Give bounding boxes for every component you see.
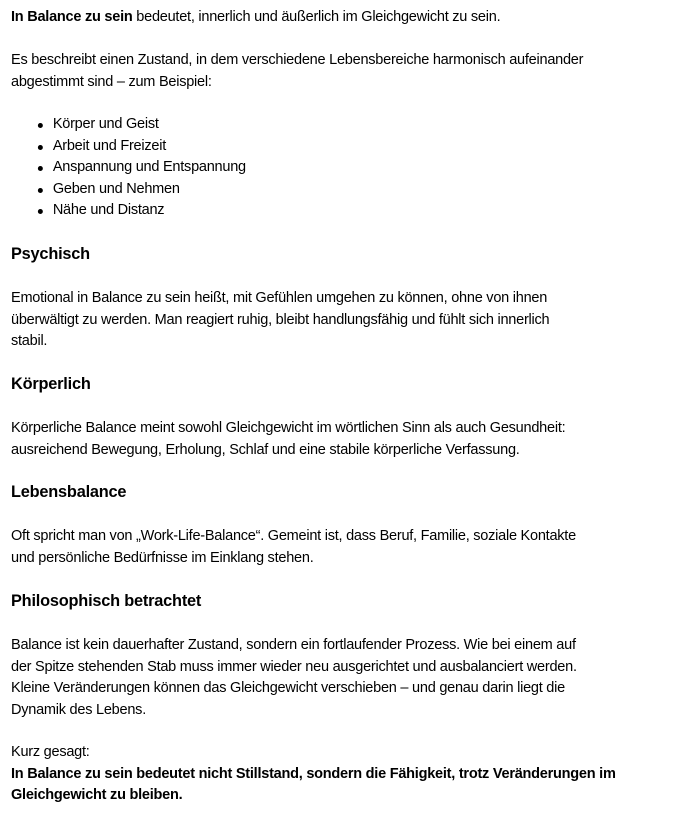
bullet-icon — [38, 145, 43, 150]
intro-text: bedeutet, innerlich und äußerlich im Gleichgewicht zu sein. — [132, 9, 501, 25]
list-item-text: Geben und Nehmen — [52, 180, 180, 197]
list-item — [11, 179, 683, 201]
bullet-icon — [38, 123, 43, 128]
list-item-text: Körper und Geist — [52, 116, 159, 132]
paragraph-line: und persönliche Bedürfnisse im Einklang stehen. — [11, 549, 314, 566]
paragraph-line: Kleine Veränderungen können das Gleichgewicht verschieben – und genau darin liegt die — [11, 680, 565, 697]
paragraph-line: stabil. — [11, 333, 48, 350]
summary-block — [11, 742, 686, 807]
section-heading-psychisch: Psychisch — [11, 245, 90, 263]
list-item-text: Nähe und Distanz — [52, 202, 165, 219]
bullet-icon — [38, 209, 43, 214]
paragraph-line: Körperliche Balance meint sowohl Gleichgewicht im wörtlichen Sinn als auch Gesundheit: — [11, 420, 566, 436]
bullet-icon — [38, 188, 43, 193]
summary-statement: In Balance zu sein bedeutet nicht Stillstand, sondern die Fähigkeit, trotz Veränderungen im — [11, 765, 616, 782]
bullet-icon — [38, 166, 43, 171]
paragraph-line: Oft spricht man von „Work-Life-Balance“. Gemeint ist, dass Beruf, Familie, soziale Kontakte — [11, 528, 576, 544]
section-heading-philosophisch: Philosophisch betrachtet — [11, 592, 202, 610]
section-heading-koerperlich: Körperlich — [11, 375, 91, 393]
description-line: Es beschreibt einen Zustand, in dem verschiedene Lebensbereiche harmonisch aufeinander — [11, 52, 584, 68]
section-paragraph-lebensbalance — [11, 526, 686, 569]
section-paragraph-koerperlich — [11, 418, 686, 461]
paragraph-line: überwältigt zu werden. Man reagiert ruhig, bleibt handlungsfähig und fühlt sich innerlich — [11, 311, 550, 328]
list-item-text: Anspannung und Entspannung — [52, 159, 246, 176]
paragraph-line: ausreichend Bewegung, Erholung, Schlaf und eine stabile körperliche Verfassung. — [11, 441, 520, 458]
list-item — [11, 114, 683, 136]
paragraph-line: Emotional in Balance zu sein heißt, mit Gefühlen umgehen zu können, ohne von ihnen — [11, 290, 548, 306]
description-line: abgestimmt sind – zum Beispiel: — [11, 73, 212, 90]
list-item — [11, 200, 683, 222]
summary-statement: Gleichgewicht zu bleiben. — [11, 787, 183, 804]
paragraph-line: Balance ist kein dauerhafter Zustand, sondern ein fortlaufender Prozess. Wie bei einem auf — [11, 637, 576, 653]
paragraph-line: Dynamik des Lebens. — [11, 701, 146, 718]
paragraph-line: der Spitze stehenden Stab muss immer wieder neu ausgerichtet und ausbalanciert werden. — [11, 658, 577, 675]
description-paragraph — [11, 50, 686, 93]
summary-label: Kurz gesagt: — [11, 744, 90, 760]
section-paragraph-philosophisch — [11, 635, 686, 721]
list-item-text: Arbeit und Freizeit — [52, 137, 166, 154]
section-heading-lebensbalance: Lebensbalance — [11, 483, 127, 501]
examples-list — [11, 114, 686, 222]
intro-bold-lead: In Balance zu sein — [11, 9, 133, 25]
section-paragraph-psychisch — [11, 288, 686, 353]
list-item — [11, 136, 683, 158]
intro-paragraph — [11, 7, 683, 29]
list-item — [11, 157, 683, 179]
